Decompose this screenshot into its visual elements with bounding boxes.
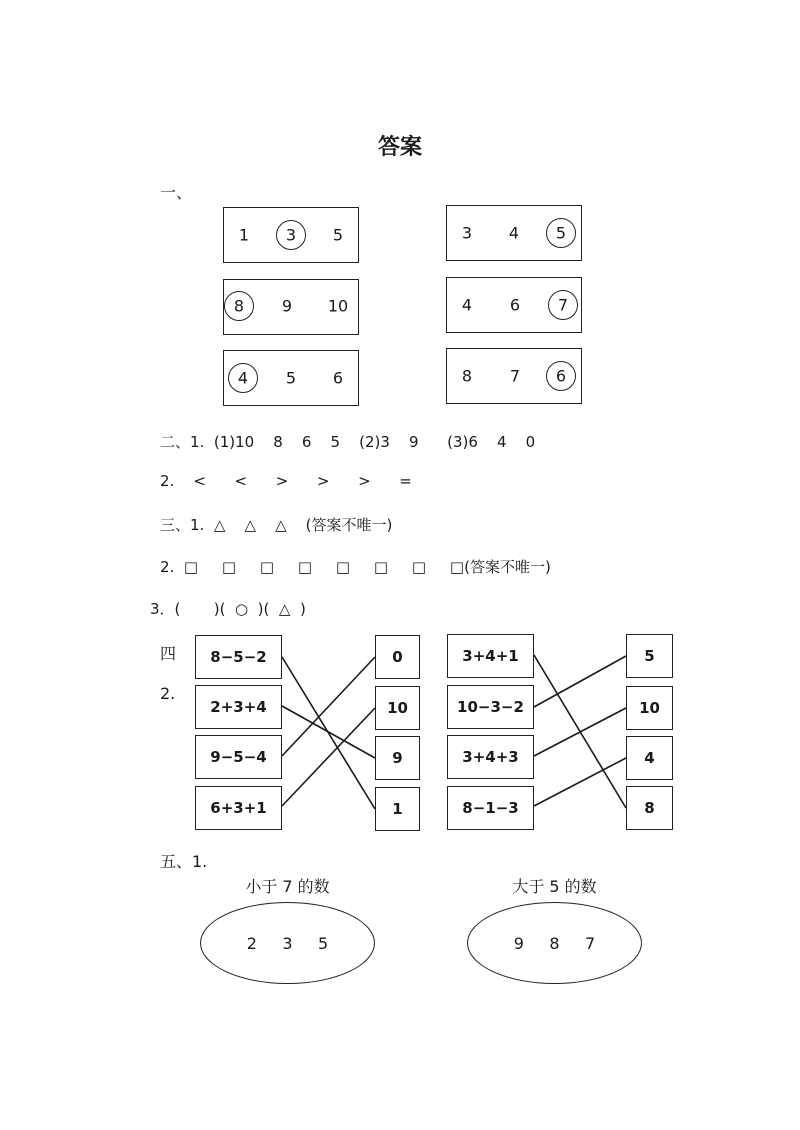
section-3-line-2: 2. □ □ □ □ □ □ □ □(答案不唯一) [160,558,551,576]
group-number: 7 [509,366,521,386]
set-b-values: 9 8 7 [513,934,596,953]
section-2-line-2: 2. < < > > > = [160,472,412,490]
answer-box: 10 [626,686,673,730]
section-4-label: 四 [160,644,177,663]
match-line [534,708,626,756]
answer-box: 8 [626,786,673,830]
set-a-title: 小于 7 的数 [245,877,330,896]
match-line [282,708,375,806]
group-number: 9 [281,296,293,316]
group-number: 8 [461,366,473,386]
expression-box: 3+4+3 [447,735,534,779]
match-line [282,706,375,758]
match-line [282,657,375,809]
answer-box: 4 [626,736,673,780]
set-a-values: 2 3 5 [246,934,329,953]
expression-box: 10−3−2 [447,685,534,729]
expression-box: 6+3+1 [195,786,282,830]
match-line [534,656,626,707]
group-number: 10 [327,296,349,316]
expression-box: 8−1−3 [447,786,534,830]
group-number: 6 [555,366,567,386]
answer-box: 5 [626,634,673,678]
group-number: 5 [285,368,297,388]
expression-box: 9−5−4 [195,735,282,779]
answer-box: 9 [375,736,420,780]
group-number: 6 [509,295,521,315]
answer-box: 10 [375,686,420,730]
group-number: 3 [285,225,297,245]
match-line [534,758,626,806]
group-number: 7 [557,295,569,315]
group-number: 5 [332,225,344,245]
expression-box: 8−5−2 [195,635,282,679]
section-1-label: 一、 [160,183,193,202]
group-number: 8 [233,296,245,316]
section-3-line-1: 三、1. △ △ △ (答案不唯一) [160,516,393,534]
section-4-sub: 2. [160,684,176,703]
section-5-label: 五、1. [160,852,208,871]
match-line [282,657,375,756]
set-b-title: 大于 5 的数 [512,877,597,896]
group-number: 4 [508,223,520,243]
group-number: 4 [461,295,473,315]
group-number: 4 [237,368,249,388]
section-3-line-3: 3．( )( ○ )( △ ) [150,600,306,618]
page-title: 答案 [377,135,422,160]
group-number: 3 [461,223,473,243]
expression-box: 2+3+4 [195,685,282,729]
expression-box: 3+4+1 [447,634,534,678]
group-number: 5 [555,223,567,243]
answer-box: 1 [375,787,420,831]
section-2-line-1: 二、1. (1)10 8 6 5 (2)3 9 (3)6 4 0 [160,433,536,451]
group-number: 6 [332,368,344,388]
group-number: 1 [238,225,250,245]
answer-box: 0 [375,635,420,679]
